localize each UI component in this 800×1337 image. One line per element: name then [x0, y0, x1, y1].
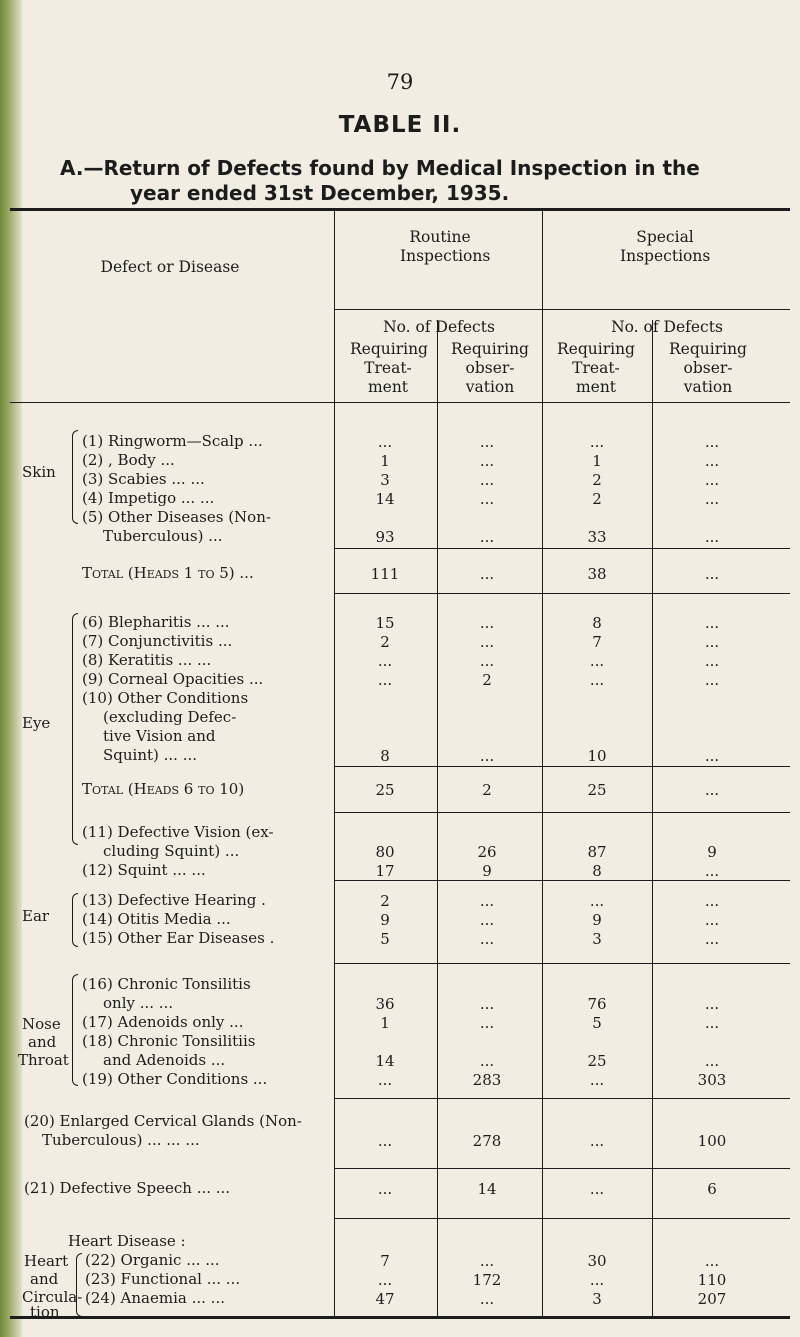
- row-rule: [334, 880, 790, 881]
- value-cell: 38: [587, 565, 607, 583]
- value-cell: 14: [375, 1052, 395, 1070]
- table-subtitle-line1: A.—Return of Defects found by Medical Inspection in the: [60, 156, 700, 180]
- col-divider: [542, 210, 543, 1316]
- value-cell: 87: [587, 843, 607, 861]
- table-title: TABLE II.: [338, 112, 462, 138]
- value-cell: ...: [479, 930, 495, 948]
- value-cell: ...: [377, 671, 393, 689]
- row-label: (21) Defective Speech ... ...: [24, 1179, 231, 1197]
- value-cell: 172: [472, 1271, 502, 1289]
- value-cell: 14: [375, 490, 395, 508]
- row-label: (14) Otitis Media ...: [82, 910, 231, 928]
- value-cell: 8: [592, 862, 602, 880]
- value-cell: ...: [479, 995, 495, 1013]
- value-cell: 2: [592, 471, 602, 489]
- total-row-label: Total (Heads 1 to 5) ...: [82, 564, 254, 582]
- value-cell: 303: [697, 1071, 727, 1089]
- col-divider: [334, 210, 335, 1316]
- value-cell: ...: [704, 1014, 720, 1032]
- header-special-requiring-observation: Requiring obser- vation: [669, 340, 747, 396]
- value-cell: 1: [592, 452, 602, 470]
- value-cell: 7: [592, 633, 602, 651]
- value-cell: 9: [707, 843, 717, 861]
- group-label-skin: Skin: [22, 463, 56, 481]
- value-cell: 25: [587, 1052, 607, 1070]
- page-edge-shadow: [0, 0, 22, 1337]
- row-label: (13) Defective Hearing .: [82, 891, 266, 909]
- value-cell: ...: [704, 862, 720, 880]
- value-cell: 2: [380, 892, 390, 910]
- value-cell: ...: [479, 892, 495, 910]
- value-cell: 76: [587, 995, 607, 1013]
- value-cell: ...: [479, 471, 495, 489]
- value-cell: ...: [377, 1132, 393, 1150]
- value-cell: ...: [479, 452, 495, 470]
- row-rule: [334, 548, 790, 549]
- header-routine-inspections: Routine Inspections: [400, 228, 491, 265]
- row-label: (20) Enlarged Cervical Glands (Non-: [24, 1112, 302, 1130]
- value-cell: ...: [377, 652, 393, 670]
- row-label: (excluding Defec-: [103, 708, 237, 726]
- value-cell: ...: [704, 433, 720, 451]
- group-label-and: and: [30, 1270, 59, 1288]
- row-label: (23) Functional ... ...: [85, 1270, 241, 1288]
- header-special-no-of-defects: No. of Defects: [611, 318, 723, 336]
- row-rule: [334, 1218, 790, 1219]
- value-cell: 47: [375, 1290, 395, 1308]
- group-bracket: [72, 430, 78, 524]
- row-label: (1) Ringworm—Scalp ...: [82, 432, 263, 450]
- group-bracket: [72, 893, 78, 947]
- value-cell: 15: [375, 614, 395, 632]
- group-bracket: [72, 974, 78, 1086]
- value-cell: ...: [704, 471, 720, 489]
- value-cell: ...: [589, 652, 605, 670]
- group-label-heart: Heart: [24, 1252, 69, 1270]
- value-cell: 5: [380, 930, 390, 948]
- col-divider: [437, 320, 438, 1316]
- row-label: (8) Keratitis ... ...: [82, 651, 212, 669]
- value-cell: ...: [704, 1052, 720, 1070]
- header-special-inspections: Special Inspections: [620, 228, 711, 265]
- col-divider: [652, 320, 653, 1316]
- value-cell: 3: [592, 1290, 602, 1308]
- row-label: cluding Squint) ...: [103, 842, 240, 860]
- value-cell: 9: [380, 911, 390, 929]
- value-cell: ...: [704, 528, 720, 546]
- table-top-rule: [10, 208, 790, 211]
- row-label: Tuberculous) ... ... ...: [42, 1131, 200, 1149]
- value-cell: 111: [370, 565, 400, 583]
- header-routine-no-of-defects: No. of Defects: [383, 318, 495, 336]
- value-cell: ...: [377, 433, 393, 451]
- value-cell: 1: [380, 1014, 390, 1032]
- row-label: (4) Impetigo ... ...: [82, 489, 215, 507]
- row-label: (16) Chronic Tonsilitis: [82, 975, 251, 993]
- row-label: (7) Conjunctivitis ...: [82, 632, 233, 650]
- value-cell: ...: [479, 652, 495, 670]
- header-routine-requiring-treatment: Requiring Treat- ment: [350, 340, 428, 396]
- value-cell: 25: [375, 781, 395, 799]
- value-cell: 8: [380, 747, 390, 765]
- value-cell: ...: [479, 528, 495, 546]
- row-label: (22) Organic ... ...: [85, 1251, 220, 1269]
- row-label: and Adenoids ...: [103, 1051, 226, 1069]
- value-cell: ...: [589, 1132, 605, 1150]
- row-label: (2) , Body ...: [82, 451, 175, 469]
- header-rule: [334, 309, 790, 310]
- row-rule: [334, 1168, 790, 1169]
- value-cell: ...: [479, 1252, 495, 1270]
- value-cell: ...: [479, 633, 495, 651]
- row-rule: [334, 1098, 790, 1099]
- value-cell: ...: [479, 1290, 495, 1308]
- group-label-and: and: [28, 1033, 57, 1051]
- row-label: tive Vision and: [103, 727, 216, 745]
- row-label: Tuberculous) ...: [103, 527, 223, 545]
- value-cell: ...: [704, 995, 720, 1013]
- value-cell: 25: [587, 781, 607, 799]
- group-label-tion: tion: [30, 1303, 60, 1321]
- value-cell: ...: [479, 747, 495, 765]
- value-cell: 14: [477, 1180, 497, 1198]
- value-cell: ...: [589, 1071, 605, 1089]
- value-cell: ...: [704, 671, 720, 689]
- value-cell: ...: [589, 671, 605, 689]
- value-cell: ...: [479, 1052, 495, 1070]
- value-cell: 30: [587, 1252, 607, 1270]
- value-cell: 207: [697, 1290, 727, 1308]
- value-cell: ...: [479, 614, 495, 632]
- row-label: (5) Other Diseases (Non-: [82, 508, 271, 526]
- value-cell: ...: [377, 1271, 393, 1289]
- value-cell: ...: [589, 1180, 605, 1198]
- value-cell: ...: [704, 565, 720, 583]
- value-cell: 80: [375, 843, 395, 861]
- group-label-eye: Eye: [22, 714, 51, 732]
- header-defect-or-disease: Defect or Disease: [100, 258, 240, 276]
- value-cell: 6: [707, 1180, 717, 1198]
- value-cell: 17: [375, 862, 395, 880]
- value-cell: 2: [482, 781, 492, 799]
- row-label: (9) Corneal Opacities ...: [82, 670, 264, 688]
- value-cell: ...: [704, 490, 720, 508]
- value-cell: 9: [592, 911, 602, 929]
- value-cell: 3: [592, 930, 602, 948]
- value-cell: ...: [704, 930, 720, 948]
- value-cell: 2: [380, 633, 390, 651]
- group-label-circulation: Circula-: [22, 1288, 83, 1306]
- value-cell: 110: [697, 1271, 727, 1289]
- row-label: (24) Anaemia ... ...: [85, 1289, 225, 1307]
- value-cell: ...: [589, 1271, 605, 1289]
- value-cell: ...: [704, 911, 720, 929]
- value-cell: ...: [479, 433, 495, 451]
- header-special-requiring-treatment: Requiring Treat- ment: [557, 340, 635, 396]
- group-bracket: [76, 1253, 82, 1317]
- row-label: (10) Other Conditions: [82, 689, 249, 707]
- row-rule: [334, 963, 790, 964]
- value-cell: 2: [592, 490, 602, 508]
- row-label: (17) Adenoids only ...: [82, 1013, 244, 1031]
- value-cell: ...: [704, 614, 720, 632]
- value-cell: 26: [477, 843, 497, 861]
- value-cell: 9: [482, 862, 492, 880]
- value-cell: ...: [704, 633, 720, 651]
- row-label: Heart Disease :: [68, 1232, 186, 1250]
- value-cell: ...: [589, 433, 605, 451]
- total-row-label: Total (Heads 6 to 10): [82, 780, 245, 798]
- table-bottom-rule: [10, 1316, 790, 1319]
- row-label: (15) Other Ear Diseases .: [82, 929, 275, 947]
- value-cell: ...: [704, 452, 720, 470]
- value-cell: 1: [380, 452, 390, 470]
- value-cell: 2: [482, 671, 492, 689]
- row-label: (12) Squint ... ...: [82, 861, 206, 879]
- value-cell: ...: [704, 1252, 720, 1270]
- group-label-nose: Nose: [22, 1015, 61, 1033]
- row-label: (6) Blepharitis ... ...: [82, 613, 230, 631]
- group-label-throat: Throat: [18, 1051, 69, 1069]
- value-cell: ...: [589, 892, 605, 910]
- value-cell: ...: [479, 565, 495, 583]
- row-rule: [334, 766, 790, 767]
- value-cell: 93: [375, 528, 395, 546]
- row-label: (11) Defective Vision (ex-: [82, 823, 274, 841]
- value-cell: 100: [697, 1132, 727, 1150]
- value-cell: 278: [472, 1132, 502, 1150]
- row-rule: [334, 812, 790, 813]
- page-number: 79: [386, 70, 414, 94]
- header-rule: [10, 402, 790, 403]
- header-routine-requiring-observation: Requiring obser- vation: [451, 340, 529, 396]
- value-cell: 5: [592, 1014, 602, 1032]
- table-subtitle-line2: year ended 31st December, 1935.: [130, 181, 510, 205]
- value-cell: 7: [380, 1252, 390, 1270]
- value-cell: ...: [479, 490, 495, 508]
- value-cell: ...: [704, 892, 720, 910]
- value-cell: 10: [587, 747, 607, 765]
- value-cell: 283: [472, 1071, 502, 1089]
- value-cell: 8: [592, 614, 602, 632]
- value-cell: ...: [479, 1014, 495, 1032]
- value-cell: 33: [587, 528, 607, 546]
- row-label: only ... ...: [103, 994, 174, 1012]
- value-cell: 36: [375, 995, 395, 1013]
- value-cell: ...: [377, 1071, 393, 1089]
- value-cell: ...: [704, 652, 720, 670]
- group-bracket: [72, 613, 78, 845]
- row-rule: [334, 593, 790, 594]
- row-label: (19) Other Conditions ...: [82, 1070, 268, 1088]
- value-cell: ...: [704, 747, 720, 765]
- row-label: (18) Chronic Tonsilitiis: [82, 1032, 256, 1050]
- row-label: (3) Scabies ... ...: [82, 470, 205, 488]
- value-cell: 3: [380, 471, 390, 489]
- group-label-ear: Ear: [22, 907, 50, 925]
- value-cell: ...: [704, 781, 720, 799]
- value-cell: ...: [377, 1180, 393, 1198]
- value-cell: ...: [479, 911, 495, 929]
- row-label: Squint) ... ...: [103, 746, 198, 764]
